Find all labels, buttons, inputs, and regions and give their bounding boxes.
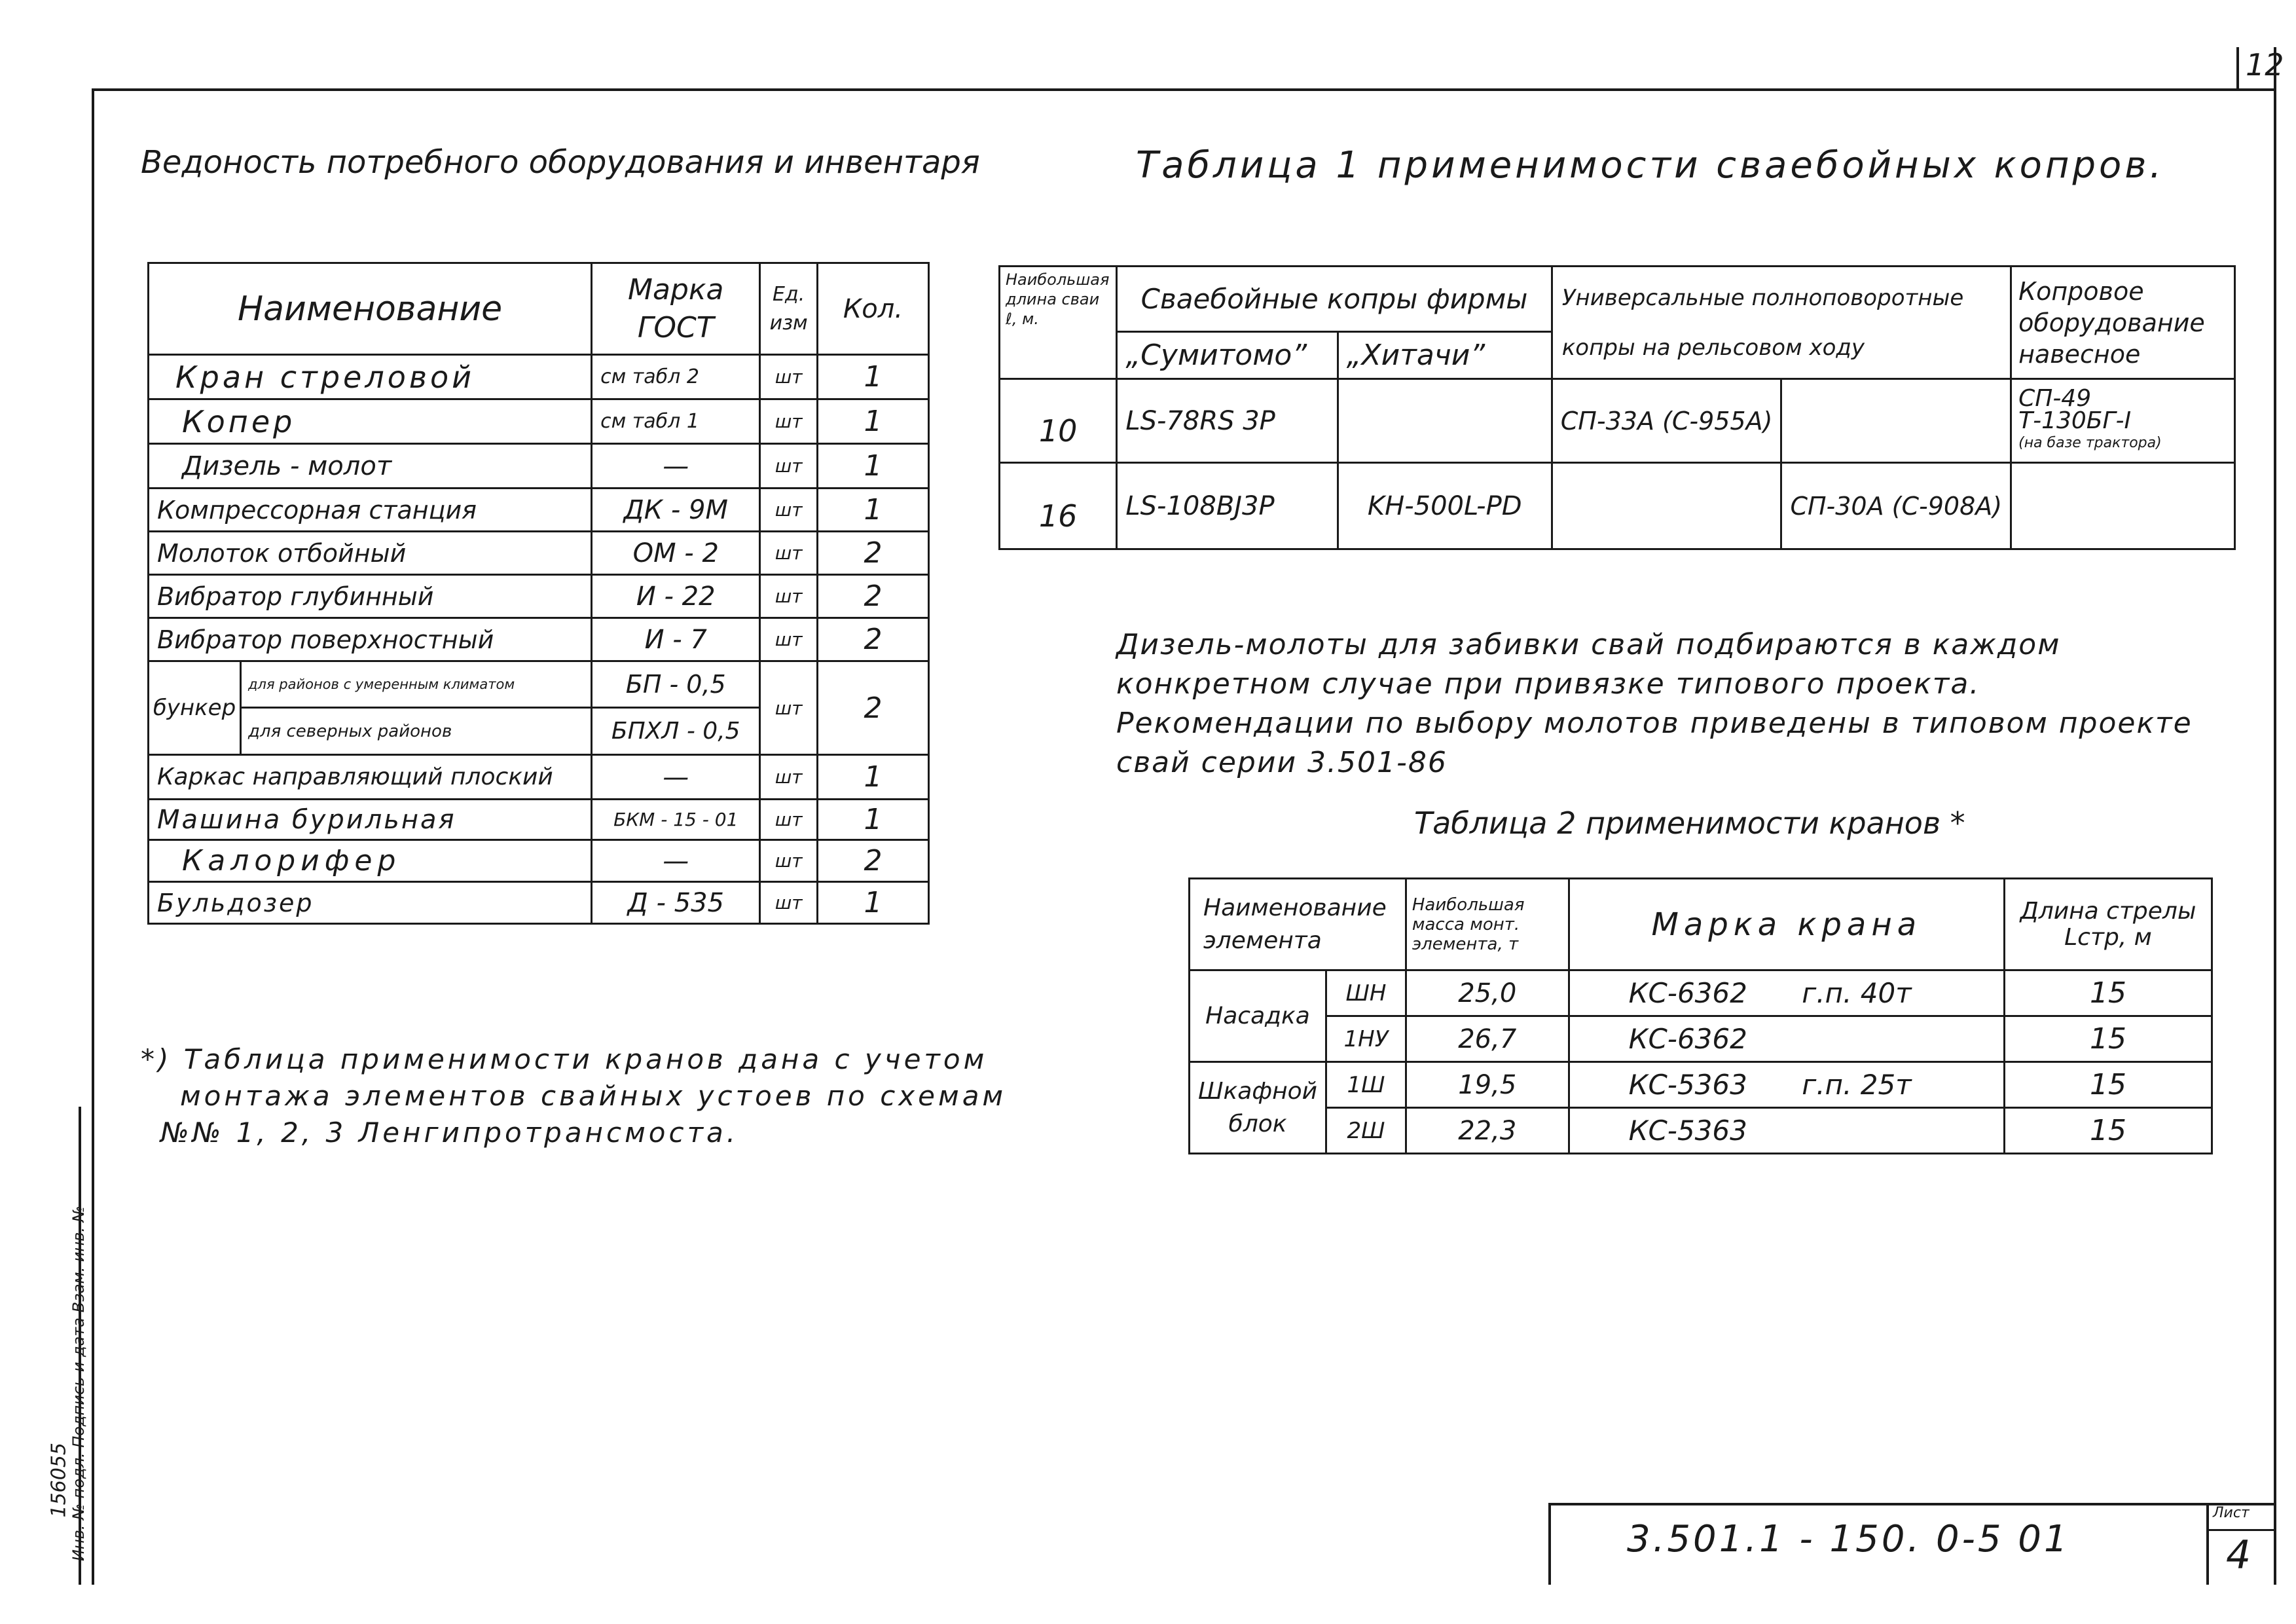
row-unit: шт <box>760 840 818 882</box>
frame-left <box>92 88 94 1585</box>
bunker-qty: 2 <box>817 661 928 755</box>
diesel-note-line: конкретном случае при привязке типового проекта. <box>1116 667 1980 701</box>
row-boom: 15 <box>2004 970 2212 1016</box>
crane-capacity: г.п. 25т <box>1802 1069 1912 1101</box>
row-mark: И - 22 <box>592 575 760 618</box>
table-row <box>1190 1108 2212 1154</box>
bunker-cell <box>149 661 592 755</box>
table-row <box>1000 379 2235 463</box>
row-mark: ДК - 9М <box>592 489 760 532</box>
row-code: 1Ш <box>1326 1062 1406 1108</box>
row-hitachi <box>1338 379 1552 463</box>
row-univ2: СП-30А (С-908А) <box>1781 463 2011 549</box>
row-mark <box>1569 1108 2004 1154</box>
header-unit: Ед. изм <box>760 263 818 355</box>
crane-mark: КС-6362 <box>1628 1023 1747 1055</box>
row-unit: шт <box>760 755 818 800</box>
crane-mark: КС-5363 <box>1628 1115 1747 1147</box>
row-mark: — <box>592 755 760 800</box>
left-title: Ведоность потребного оборудования и инвентаря <box>141 144 980 181</box>
row-name: Вибратор глубинный <box>149 575 592 618</box>
crane-capacity: г.п. 40т <box>1802 977 1912 1009</box>
table-row <box>149 355 929 399</box>
row-sumitomo: LS-78RS 3P <box>1117 379 1338 463</box>
footnote-line: №№ 1, 2, 3 Ленгипротрансмоста. <box>160 1116 739 1149</box>
equipment-table <box>147 262 930 925</box>
pile-table <box>998 265 2236 550</box>
mounted-line1: СП-49 <box>2018 384 2092 412</box>
row-code: ШН <box>1326 970 1406 1016</box>
footnote-line: *) Таблица применимости кранов дана с учетом <box>141 1043 988 1075</box>
table-row <box>149 755 929 800</box>
header-boom: Длина стрелы Lстр, м <box>2004 879 2212 970</box>
row-mark: — <box>592 444 760 489</box>
row-mark: см табл 2 <box>592 355 760 399</box>
row-qty: 1 <box>817 882 928 924</box>
row-qty: 2 <box>817 575 928 618</box>
table-row <box>1190 970 2212 1016</box>
stamp-sheet-label-line <box>2206 1529 2275 1531</box>
row-univ1: СП-33А (С-955А) <box>1552 379 1781 463</box>
row-qty: 1 <box>817 355 928 399</box>
row-unit: шт <box>760 532 818 575</box>
header-sumitomo: „Сумитомо” <box>1117 332 1338 379</box>
row-mass: 25,0 <box>1406 970 1569 1016</box>
row-univ2 <box>1781 379 2011 463</box>
diesel-note-line: Рекомендации по выбору молотов приведены в типовом проекте <box>1116 707 2193 740</box>
row-mark: Д - 535 <box>592 882 760 924</box>
diesel-note-line: Дизель-молоты для забивки свай подбираются в каждом <box>1116 628 2061 661</box>
row-code: 1НУ <box>1326 1016 1406 1062</box>
row-hitachi: KH-500L-PD <box>1338 463 1552 549</box>
row-name: Вибратор поверхностный <box>149 618 592 661</box>
table-row <box>149 444 929 489</box>
row-qty: 1 <box>817 755 928 800</box>
row-unit: шт <box>760 355 818 399</box>
side-stamp-number: 156055 <box>47 1442 71 1518</box>
group-name: Насадка <box>1190 970 1326 1062</box>
row-mark <box>1569 1016 2004 1062</box>
row-unit: шт <box>760 800 818 840</box>
footnote-line: монтажа элементов свайных устоев по схемам <box>180 1080 1007 1112</box>
diesel-note-line: свай серии 3.501-86 <box>1116 746 1448 779</box>
row-name: Машина бурильная <box>149 800 592 840</box>
row-unit: шт <box>760 489 818 532</box>
row-qty: 2 <box>817 840 928 882</box>
diesel-note <box>1116 625 2193 783</box>
row-boom: 15 <box>2004 1108 2212 1154</box>
row-mark: — <box>592 840 760 882</box>
bunker-mark2: БПХЛ - 0,5 <box>611 718 740 745</box>
stamp-top <box>1548 1503 2275 1505</box>
header-length: Наибольшая длина сваи ℓ, м. <box>1000 267 1117 379</box>
right-title: Таблица 1 применимости сваебойных копров. <box>1136 144 2165 187</box>
corner-divider <box>2236 47 2239 88</box>
stamp-designation: 3.501.1 - 150. 0-5 01 <box>1627 1518 2070 1560</box>
row-unit: шт <box>760 575 818 618</box>
row-unit: шт <box>760 399 818 444</box>
crane-mark: КС-6362 <box>1628 977 1747 1009</box>
header-mass: Наибольшая масса монт. элемента, т <box>1406 879 1569 970</box>
row-name: Бульдозер <box>149 882 592 924</box>
row-univ1 <box>1552 463 1781 549</box>
table-row <box>149 840 929 882</box>
row-name: Калорифер <box>149 840 592 882</box>
table-row-bunker <box>149 661 929 755</box>
row-length: 10 <box>1000 379 1117 463</box>
header-mark: Марка ГОСТ <box>592 263 760 355</box>
row-sumitomo: LS-108BJ3P <box>1117 463 1338 549</box>
row-unit: шт <box>760 618 818 661</box>
table-row <box>1190 1016 2212 1062</box>
row-unit: шт <box>760 444 818 489</box>
row-name: Молоток отбойный <box>149 532 592 575</box>
header-element: Наименование элемента <box>1190 879 1406 970</box>
row-code: 2Ш <box>1326 1108 1406 1154</box>
row-mark: ОМ - 2 <box>592 532 760 575</box>
sheet-corner-number: 12 <box>2246 47 2284 83</box>
row-boom: 15 <box>2004 1062 2212 1108</box>
table-row <box>149 800 929 840</box>
row-length: 16 <box>1000 463 1117 549</box>
row-mark: см табл 1 <box>592 399 760 444</box>
row-mark: И - 7 <box>592 618 760 661</box>
crane-table <box>1188 877 2213 1154</box>
row-mounted <box>2011 379 2235 463</box>
row-qty: 1 <box>817 489 928 532</box>
row-name: Дизель - молот <box>149 444 592 489</box>
crane-table-title: Таблица 2 применимости кранов * <box>1414 805 1965 841</box>
row-mass: 26,7 <box>1406 1016 1569 1062</box>
table-row <box>149 532 929 575</box>
row-qty: 1 <box>817 399 928 444</box>
table-row <box>149 399 929 444</box>
row-qty: 1 <box>817 444 928 489</box>
table-row <box>1190 1062 2212 1108</box>
row-name: Кран стреловой <box>149 355 592 399</box>
table-row <box>1000 463 2235 549</box>
row-mass: 19,5 <box>1406 1062 1569 1108</box>
header-firm: Сваебойные копры фирмы <box>1117 267 1552 332</box>
row-qty: 2 <box>817 532 928 575</box>
row-unit: шт <box>760 882 818 924</box>
bunker-unit: шт <box>760 661 818 755</box>
bunker-sub2: для северных районов <box>248 721 452 741</box>
bunker-mark1: БП - 0,5 <box>592 662 759 709</box>
row-mass: 22,3 <box>1406 1108 1569 1154</box>
table-row <box>149 618 929 661</box>
row-mounted <box>2011 463 2235 549</box>
footnote <box>141 1041 1006 1151</box>
stamp-sheet-number: 4 <box>2226 1532 2251 1578</box>
row-mark <box>1569 970 2004 1016</box>
row-qty: 1 <box>817 800 928 840</box>
table-row <box>149 489 929 532</box>
stamp-sheet-divider <box>2206 1503 2209 1585</box>
table-row <box>149 575 929 618</box>
row-qty: 2 <box>817 618 928 661</box>
row-name: Компрессорная станция <box>149 489 592 532</box>
side-stamp-label: Инв. № подл. Подпись и дата Взам. инв. № <box>69 1206 88 1561</box>
row-name: Копер <box>149 399 592 444</box>
frame-right <box>2274 47 2276 1585</box>
crane-mark: КС-5363 <box>1628 1069 1747 1101</box>
header-hitachi: „Хитачи” <box>1338 332 1552 379</box>
frame-top <box>92 88 2275 91</box>
row-mark: БКМ - 15 - 01 <box>592 800 760 840</box>
bunker-name: бункер <box>149 662 242 754</box>
row-boom: 15 <box>2004 1016 2212 1062</box>
mounted-line3: (на базе трактора) <box>2018 434 2162 451</box>
mounted-line2: Т-130БГ-I <box>2018 407 2132 434</box>
header-qty: Кол. <box>817 263 928 355</box>
table-row <box>149 882 929 924</box>
bunker-marks <box>592 661 760 755</box>
bunker-sub1: для районов с умеренным климатом <box>242 662 591 709</box>
header-name: Наименование <box>149 263 592 355</box>
header-mounted: Копровое оборудование навесное <box>2011 267 2235 379</box>
stamp-sheet-label: Лист <box>2213 1505 2250 1521</box>
header-mark: Марка крана <box>1569 879 2004 970</box>
row-name: Каркас направляющий плоский <box>149 755 592 800</box>
group-name: Шкафной блок <box>1190 1062 1326 1154</box>
stamp-left <box>1548 1503 1551 1585</box>
header-universal: Универсальные полноповоротные копры на рельсовом ходу <box>1552 267 2011 379</box>
row-mark <box>1569 1062 2004 1108</box>
